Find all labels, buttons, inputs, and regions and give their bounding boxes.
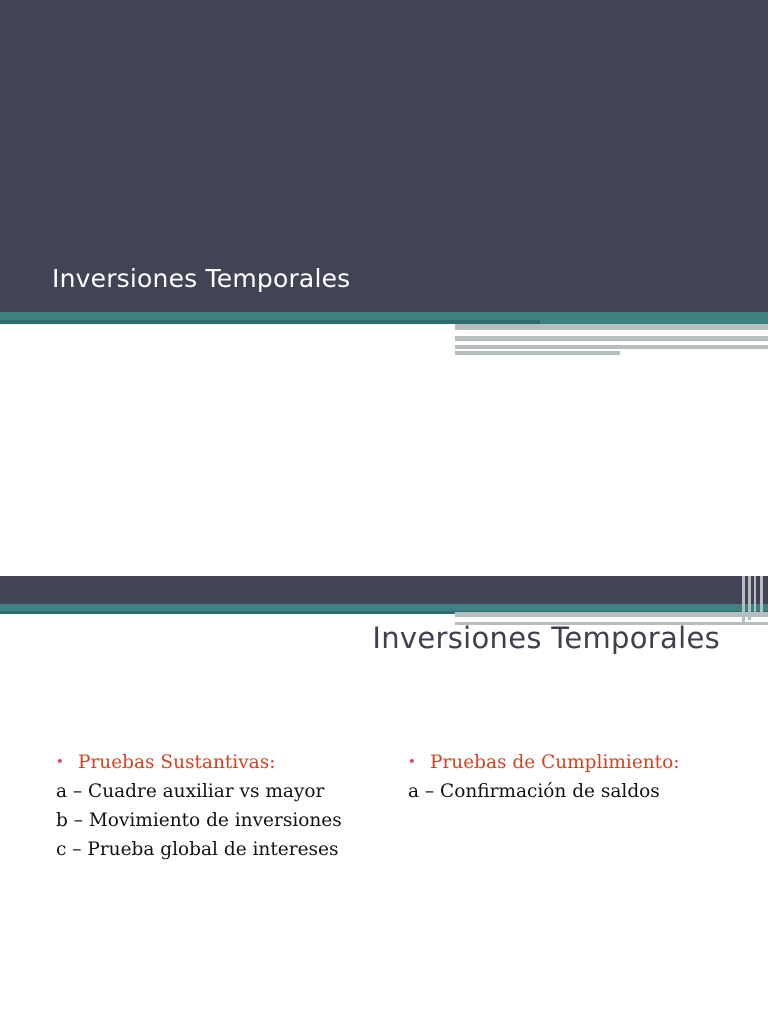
list-item: a – Cuadre auxiliar vs mayor	[56, 781, 325, 802]
accent-line	[760, 576, 763, 612]
accent-line	[455, 345, 768, 349]
accent-line	[754, 576, 756, 616]
list-item: b – Movimiento de inversiones	[56, 810, 342, 831]
accent-line	[748, 576, 751, 620]
slide-title: Inversiones Temporales	[372, 621, 720, 655]
heading-text: Pruebas Sustantivas:	[78, 752, 276, 773]
bullet-icon: •	[408, 755, 416, 770]
accent-line	[455, 351, 620, 355]
bullet-icon: •	[56, 755, 64, 770]
compliance-tests-column	[408, 748, 680, 806]
accent-line	[742, 576, 745, 624]
list-heading	[56, 748, 342, 777]
substantive-tests-column	[56, 748, 342, 864]
accent-line	[455, 618, 713, 620]
accent-line	[455, 336, 768, 341]
list-item: c – Prueba global de intereses	[56, 839, 339, 860]
accent-line	[455, 612, 768, 617]
list-item: a – Confirmación de saldos	[408, 781, 660, 802]
heading-text: Pruebas de Cumplimiento:	[430, 752, 680, 773]
content-slide	[0, 576, 768, 1024]
list-heading	[408, 748, 680, 777]
accent-stripe	[0, 604, 768, 611]
slide-title: Inversiones Temporales	[52, 264, 351, 293]
accent-line	[455, 324, 768, 330]
accent-stripe	[0, 312, 768, 320]
accent-line	[455, 332, 713, 334]
header-band	[0, 576, 768, 604]
accent-line	[620, 342, 755, 344]
